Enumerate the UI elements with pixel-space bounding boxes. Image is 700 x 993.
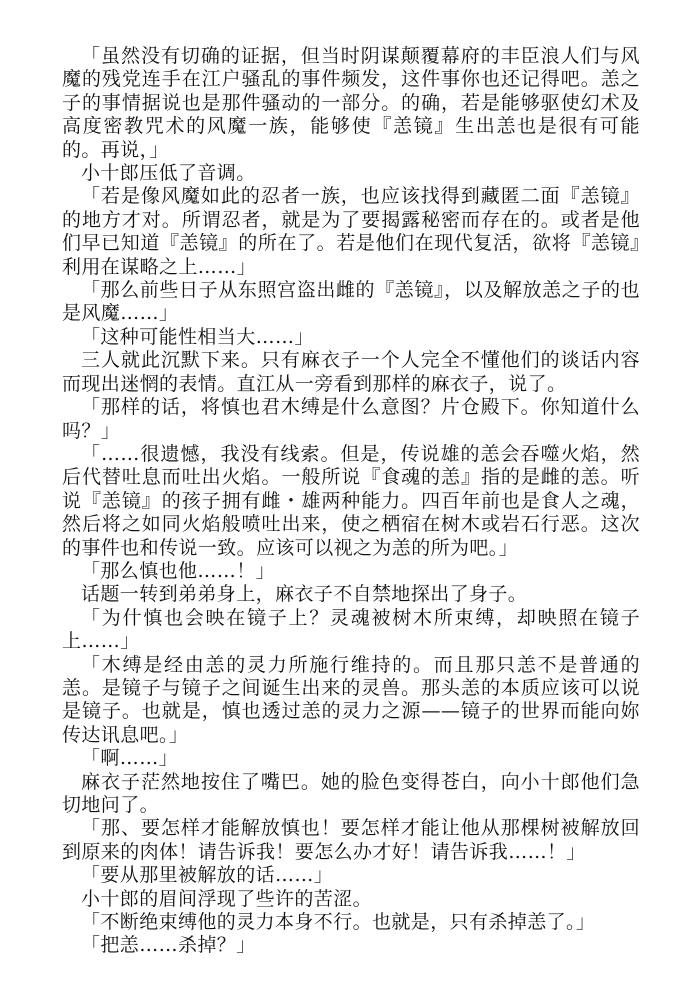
paragraph: 「这种可能性相当大……」 (81, 325, 314, 348)
paragraph: 「那、要怎样才能解放慎也！要怎样才能让他从那棵树被解放回到原来的肉体！请告诉我！要怎么办才好！请告诉我……！」 (62, 817, 640, 863)
paragraph: 「把恙……杀掉？」 (81, 934, 256, 957)
paragraph: 「虽然没有切确的证据，但当时阴谋颠覆幕府的丰臣浪人们与风魔的残党连手在江户骚乱的事件频发，这件事你也还记得吧。恙之子的事情据说也是那件骚动的一部分。的确，若是能够驱使幻术及高度密教咒术的风魔一族，能够使『恙镜』生出恙也是很有可能的。再说，」 (62, 45, 640, 161)
paragraph: 「啊……」 (81, 747, 179, 770)
paragraph: 「不断绝束缚他的灵力本身不行。也就是，只有杀掉恙了。」 (81, 911, 596, 934)
paragraph: 「要从那里被解放的话……」 (81, 864, 334, 887)
paragraph: 话题一转到弟弟身上，麻衣子不自禁地探出了身子。 (81, 583, 528, 606)
paragraph: 三人就此沉默下来。只有麻衣子一个人完全不懂他们的谈话内容而现出迷惘的表情。直江从一旁看到那样的麻衣子，说了。 (62, 349, 640, 395)
paragraph: 小十郎压低了音调。 (81, 162, 256, 185)
document-page (62, 45, 640, 958)
paragraph: 「木缚是经由恙的灵力所施行维持的。而且那只恙不是普通的恙。是镜子与镜子之间诞生出来的灵兽。那头恙的本质应该可以说是镜子。也就是，慎也透过恙的灵力之源——镜子的世界而能向妳传达讯息吧。」 (62, 653, 640, 746)
paragraph: 「那么慎也他……！」 (81, 559, 276, 582)
paragraph: 「……很遗憾，我没有线索。但是，传说雄的恙会吞噬火焰，然后代替吐息而吐出火焰。一般所说『食魂的恙』指的是雌的恙。听说『恙镜』的孩子拥有雌・雄两种能力。四百年前也是食人之魂，然后将之如同火焰般喷吐出来，使之栖宿在树木或岩石行恶。这次的事件也和传说一致。应该可以视之为恙的所为吧。」 (62, 442, 640, 559)
paragraph: 「那么前些日子从东照宫盗出雌的『恙镜』，以及解放恙之子的也是风魔……」 (62, 279, 640, 325)
paragraph: 「那样的话，将慎也君木缚是什么意图？片仓殿下。你知道什么吗？」 (62, 396, 640, 442)
paragraph: 「若是像风魔如此的忍者一族，也应该找得到藏匿二面『恙镜』的地方才对。所谓忍者，就是为了要揭露秘密而存在的。或者是他们早已知道『恙镜』的所在了。若是他们在现代复活，欲将『恙镜』利用在谋略之上……」 (62, 185, 640, 278)
paragraph: 「为什慎也会映在镜子上？灵魂被树木所束缚，却映照在镜子上……」 (62, 606, 640, 653)
paragraph: 小十郎的眉间浮现了些许的苦涩。 (81, 887, 373, 910)
paragraph: 麻衣子茫然地按住了嘴巴。她的脸色变得苍白，向小十郎他们急切地问了。 (62, 770, 640, 816)
